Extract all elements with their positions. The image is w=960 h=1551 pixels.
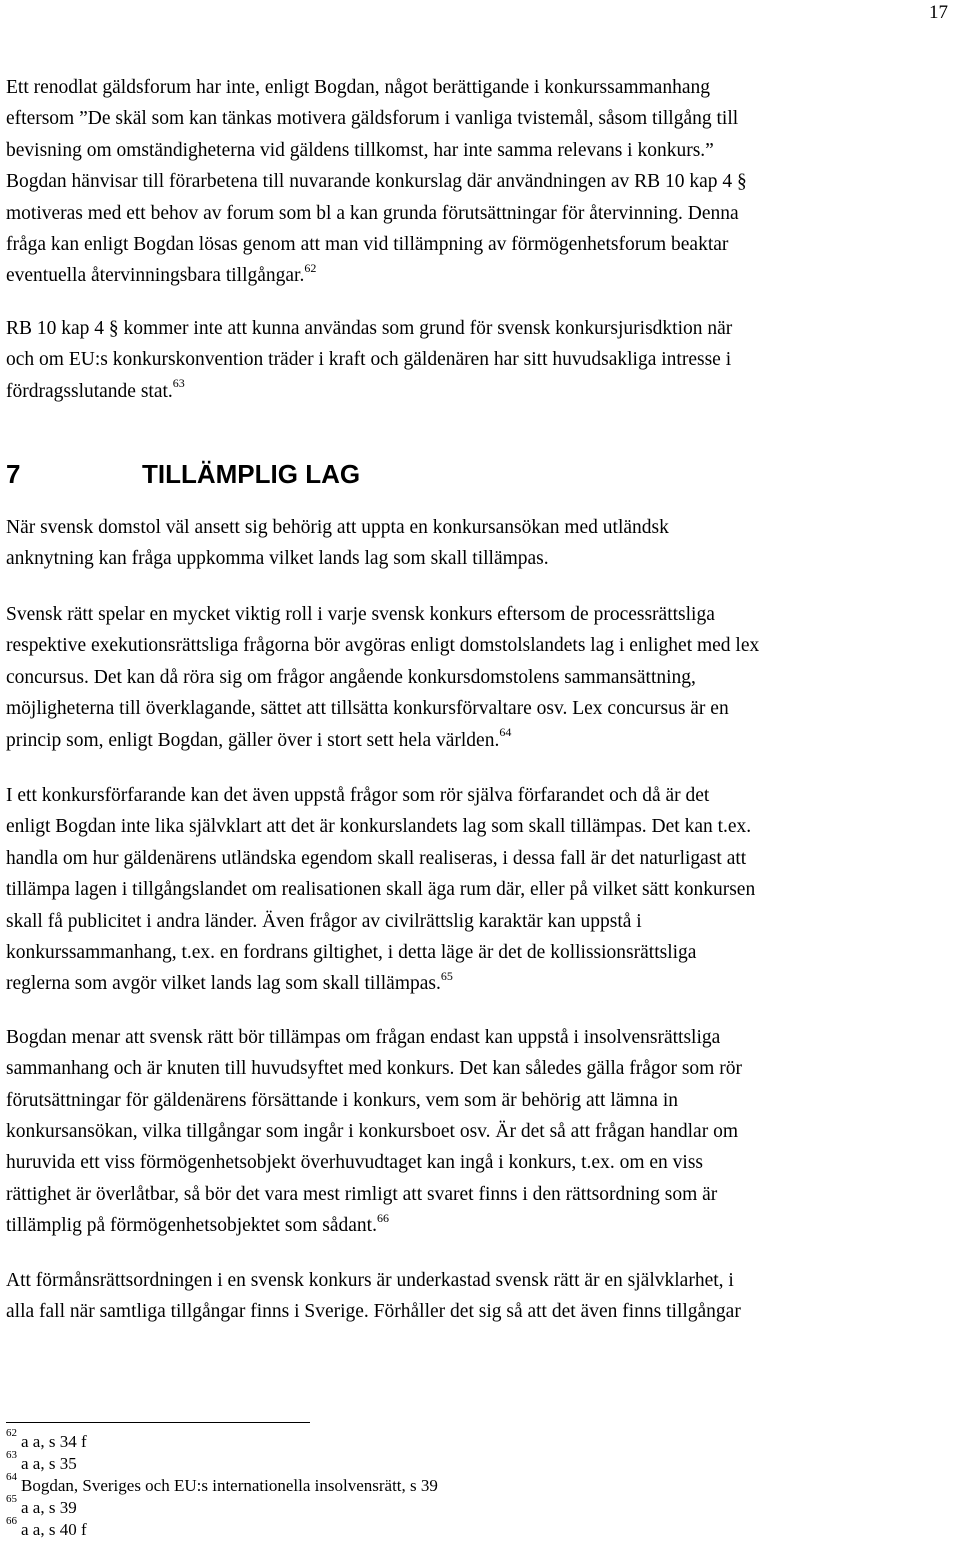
text-line: princip som, enligt Bogdan, gäller över i stort sett hela världen. [6, 729, 500, 751]
paragraph [6, 599, 956, 756]
text-line: Svensk rätt spelar en mycket viktig roll i varje svensk konkurs eftersom de processrättsliga [6, 603, 715, 625]
footnote [6, 1471, 438, 1497]
text-line: tillämpa lagen i tillgångslandet om realisationen skall äga rum där, eller på vilket sätt konkursen [6, 879, 756, 901]
text-line: sammanhang och är knuten till huvudsyftet med konkurs. Det kan således gälla frågor som rör [6, 1058, 742, 1080]
footnote-separator [6, 1422, 310, 1423]
section-title: TILLÄMPLIG LAG [142, 459, 361, 490]
section-heading [6, 454, 956, 494]
text-line: fråga kan enligt Bogdan lösas genom att man vid tillämpning av förmögenhetsforum beaktar [6, 234, 729, 256]
text-line: och om EU:s konkurskonvention träder i kraft och gäldenären har sitt huvudsakliga intresse i [6, 349, 732, 371]
footnote [6, 1449, 438, 1475]
text-line: I ett konkursförfarande kan det även uppstå frågor som rör själva förfarandet och då är det [6, 784, 710, 806]
text-line: motiveras med ett behov av forum som bl a kan grunda förutsättningar för återvinning. Denna [6, 202, 739, 224]
section-number: 7 [6, 459, 21, 490]
paragraph [6, 1022, 956, 1242]
footnote-number: 62 [6, 1427, 17, 1440]
text-line: Bogdan hänvisar till förarbetena till nuvarande konkurslag där användningen av RB 10 kap 4 § [6, 171, 747, 193]
paragraph [6, 1265, 956, 1328]
paragraph [6, 512, 956, 575]
text-line: concursus. Det kan då röra sig om frågor angående konkursdomstolens sammansättning, [6, 666, 696, 688]
footnote-number: 63 [6, 1449, 17, 1462]
footnote-reference[interactable]: 65 [440, 968, 453, 983]
text-line: förutsättningar för gäldenärens försättande i konkurs, vem som är behörig att lämna in [6, 1089, 679, 1111]
text-line: handla om hur gäldenärens utländska egendom skall realiseras, i dessa fall är det naturligast att [6, 847, 747, 869]
text-line: När svensk domstol väl ansett sig behörig att uppta en konkursansökan med utländsk [6, 517, 669, 539]
footnote [6, 1515, 438, 1541]
footnote [6, 1427, 438, 1453]
text-line: tillämplig på förmögenhetsobjektet som sådant. [6, 1215, 377, 1237]
footnote-text: a a, s 39 [21, 1498, 77, 1517]
paragraph [6, 780, 956, 1000]
text-line: respektive exekutionsrättsliga frågorna bör avgöras enligt domstolslandets lag i enlighet med lex [6, 635, 760, 657]
text-line: alla fall när samtliga tillgångar finns i Sverige. Förhåller det sig så att det även finns tillgångar [6, 1301, 741, 1322]
text-line: huruvida ett viss förmögenhetsobjekt överhuvudtaget kan ingå i konkurs, t.ex. om en viss [6, 1152, 704, 1174]
footnote-number: 65 [6, 1493, 17, 1506]
document-body [6, 72, 956, 1327]
page-number: 17 [929, 2, 948, 23]
footnote-text: a a, s 34 f [21, 1432, 87, 1451]
text-line: RB 10 kap 4 § kommer inte att kunna användas som grund för svensk konkursjurisdktion när [6, 317, 733, 339]
footnote-reference[interactable]: 63 [172, 376, 185, 391]
text-line: möjligheterna till överklagande, sättet att tillsätta konkursförvaltare osv. Lex concursus är en [6, 698, 729, 720]
paragraph [6, 72, 956, 292]
text-line: bevisning om omständigheterna vid gäldens tillkomst, har inte samma relevans i konkurs.” [6, 139, 714, 161]
text-line: rättighet är överlåtbar, så bör det vara mest rimligt att svaret finns i den rättsordning som är [6, 1183, 718, 1205]
text-line: anknytning kan fråga uppkomma vilket lands lag som skall tillämpas. [6, 548, 549, 570]
text-line: konkurssammanhang, t.ex. en fordrans giltighet, i detta läge är det de kollissionsrättsliga [6, 941, 697, 963]
paragraph [6, 313, 956, 407]
text-line: skall få publicitet i andra länder. Även frågor av civilrättslig karaktär kan uppstå i [6, 910, 642, 932]
footnote-reference[interactable]: 66 [376, 1210, 389, 1225]
text-line: konkursansökan, vilka tillgångar som ingår i konkursboet osv. Är det så att frågan handlar om [6, 1120, 738, 1142]
footnote-reference[interactable]: 62 [304, 260, 317, 275]
text-line: Ett renodlat gäldsforum har inte, enligt Bogdan, något berättigande i konkurssammanhang [6, 77, 710, 98]
footnote-reference[interactable]: 64 [499, 725, 512, 739]
text-line: eventuella återvinningsbara tillgångar. [6, 265, 305, 287]
footnote-text: a a, s 40 f [21, 1520, 87, 1539]
text-line: Bogdan menar att svensk rätt bör tillämpas om frågan endast kan uppstå i insolvensrättsliga [6, 1026, 721, 1048]
footnote [6, 1493, 438, 1519]
text-line: enligt Bogdan inte lika självklart att det är konkurslandets lag som skall tillämpas. Det kan t.ex. [6, 816, 752, 838]
text-line: Att förmånsrättsordningen i en svensk konkurs är underkastad svensk rätt är en självklarhet, i [6, 1269, 734, 1291]
text-line: eftersom ”De skäl som kan tänkas motivera gäldsforum i vanliga tvistemål, såsom tillgång till [6, 108, 739, 130]
footnote-number: 66 [6, 1515, 17, 1528]
text-line: fördragsslutande stat. [6, 380, 173, 402]
text-line: reglerna som avgör vilket lands lag som skall tillämpas. [6, 973, 441, 995]
footnote-text: a a, s 35 [21, 1454, 77, 1473]
footnote-text: Bogdan, Sveriges och EU:s internationella insolvensrätt, s 39 [21, 1476, 438, 1495]
footnote-number: 64 [6, 1471, 17, 1484]
footnotes-section [6, 1427, 438, 1541]
